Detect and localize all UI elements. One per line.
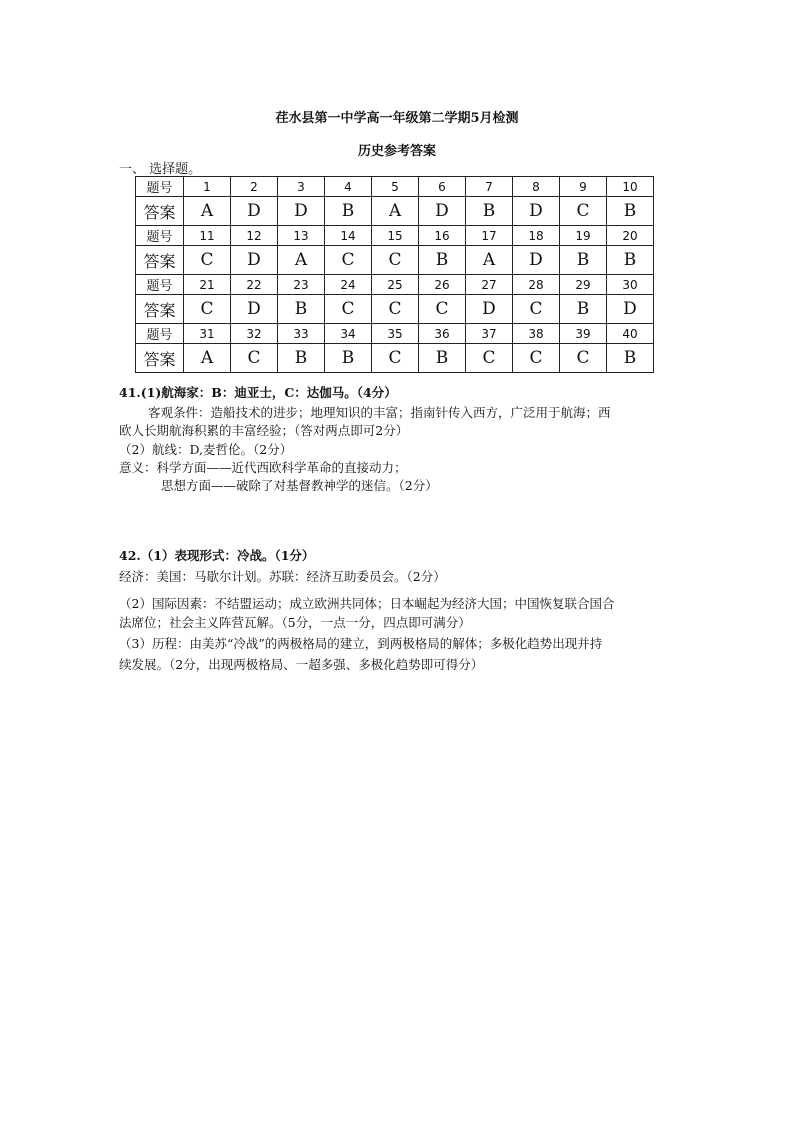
question-number-cell: 7 [466, 177, 513, 197]
answer-cell: A [184, 197, 231, 226]
q41-part1: 41.(1)航海家：B：迪亚士，C：达伽马。（4分） [119, 385, 397, 400]
answer-header: 答案 [136, 246, 184, 275]
answer-header: 答案 [136, 344, 184, 373]
answer-cell: C [372, 246, 419, 275]
answer-row [136, 246, 654, 275]
question-number-cell: 34 [325, 324, 372, 344]
question-number-cell: 13 [278, 226, 325, 246]
question-number-cell: 1 [184, 177, 231, 197]
answer-cell: B [607, 344, 654, 373]
question-number-cell: 20 [607, 226, 654, 246]
answer-cell: C [325, 246, 372, 275]
answer-cell: C [419, 295, 466, 324]
document-title: 历史参考答案 [357, 144, 436, 159]
question-number-cell: 33 [278, 324, 325, 344]
question-number-cell: 22 [231, 275, 278, 295]
answer-cell: A [184, 344, 231, 373]
q41-part2: （2）航线：D,麦哲伦。（2分） [119, 442, 293, 457]
q41-significance-thought: 思想方面——破除了对基督教神学的迷信。（2分） [161, 478, 438, 493]
answer-cell: B [419, 344, 466, 373]
answer-cell: D [278, 197, 325, 226]
question-number-cell: 8 [513, 177, 560, 197]
question-number-cell: 25 [372, 275, 419, 295]
question-number-cell: 6 [419, 177, 466, 197]
q42-part3-cont: 续发展。（2分，出现两极格局、一超多强、多极化趋势即可得分） [119, 657, 484, 672]
question-number-cell: 37 [466, 324, 513, 344]
question-number-cell: 12 [231, 226, 278, 246]
question-number-header: 题号 [136, 275, 184, 295]
question-number-cell: 40 [607, 324, 654, 344]
answer-cell: C [184, 295, 231, 324]
question-number-cell: 35 [372, 324, 419, 344]
answer-row [136, 197, 654, 226]
answer-cell: C [560, 197, 607, 226]
question-number-cell: 5 [372, 177, 419, 197]
question-number-cell: 29 [560, 275, 607, 295]
answer-cell: B [419, 246, 466, 275]
question-number-cell: 38 [513, 324, 560, 344]
answer-cell: C [513, 344, 560, 373]
question-number-row [136, 275, 654, 295]
question-number-cell: 39 [560, 324, 607, 344]
question-number-cell: 11 [184, 226, 231, 246]
answer-cell: C [513, 295, 560, 324]
answer-header: 答案 [136, 197, 184, 226]
answer-cell: B [607, 246, 654, 275]
answer-cell: B [560, 246, 607, 275]
answer-cell: D [419, 197, 466, 226]
answer-header: 答案 [136, 295, 184, 324]
answer-cell: B [325, 197, 372, 226]
q42-part2: （2）国际因素：不结盟运动；成立欧洲共同体；日本崛起为经济大国；中国恢复联合国合 [119, 596, 615, 611]
question-number-cell: 23 [278, 275, 325, 295]
question-number-header: 题号 [136, 177, 184, 197]
question-number-header: 题号 [136, 226, 184, 246]
question-number-header: 题号 [136, 324, 184, 344]
answer-cell: C [372, 295, 419, 324]
answer-cell: D [607, 295, 654, 324]
answer-cell: A [278, 246, 325, 275]
section-choice-label: 一、 选择题。 [119, 162, 202, 177]
question-number-cell: 31 [184, 324, 231, 344]
answer-cell: D [513, 197, 560, 226]
answer-cell: B [325, 344, 372, 373]
question-number-cell: 32 [231, 324, 278, 344]
question-number-cell: 9 [560, 177, 607, 197]
question-number-cell: 27 [466, 275, 513, 295]
question-number-cell: 17 [466, 226, 513, 246]
question-number-row [136, 226, 654, 246]
question-number-cell: 19 [560, 226, 607, 246]
answer-cell: B [607, 197, 654, 226]
q41-conditions: 客观条件：造船技术的进步；地理知识的丰富；指南针传入西方，广泛用于航海；西 [148, 405, 611, 420]
q41-significance: 意义：科学方面——近代西欧科学革命的直接动力； [119, 460, 407, 475]
q42-economy: 经济：美国：马歇尔计划。苏联：经济互助委员会。（2分） [119, 569, 446, 584]
answer-cell: D [231, 295, 278, 324]
q41-conditions-cont: 欧人长期航海积累的丰富经验；（答对两点即可2分） [119, 423, 409, 438]
question-number-cell: 28 [513, 275, 560, 295]
question-number-cell: 26 [419, 275, 466, 295]
answer-cell: C [184, 246, 231, 275]
answer-cell: B [278, 295, 325, 324]
q42-part1: 42.（1）表现形式：冷战。（1分） [119, 548, 315, 563]
answer-row [136, 344, 654, 373]
school-title: 荏水县第一中学高一年级第二学期5月检测 [275, 111, 519, 126]
answer-cell: A [372, 197, 419, 226]
question-number-cell: 18 [513, 226, 560, 246]
answer-cell: D [231, 197, 278, 226]
question-number-cell: 2 [231, 177, 278, 197]
question-number-row [136, 324, 654, 344]
answer-cell: B [278, 344, 325, 373]
question-number-cell: 24 [325, 275, 372, 295]
answer-table [135, 176, 654, 373]
answer-cell: D [231, 246, 278, 275]
question-number-cell: 15 [372, 226, 419, 246]
answer-cell: D [466, 295, 513, 324]
answer-cell: B [560, 295, 607, 324]
question-number-cell: 16 [419, 226, 466, 246]
question-number-cell: 36 [419, 324, 466, 344]
question-number-row [136, 177, 654, 197]
answer-row [136, 295, 654, 324]
answer-cell: C [325, 295, 372, 324]
answer-cell: C [466, 344, 513, 373]
answer-cell: B [466, 197, 513, 226]
answer-cell: C [560, 344, 607, 373]
q42-part3: （3）历程：由美苏“冷战”的两极格局的建立，到两极格局的解体；多极化趋势出现并持 [119, 636, 603, 651]
question-number-cell: 14 [325, 226, 372, 246]
answer-cell: C [231, 344, 278, 373]
question-number-cell: 10 [607, 177, 654, 197]
q42-part2-cont: 法席位；社会主义阵营瓦解。（5分，一点一分，四点即可满分） [119, 615, 471, 630]
answer-cell: A [466, 246, 513, 275]
question-number-cell: 21 [184, 275, 231, 295]
question-number-cell: 30 [607, 275, 654, 295]
question-number-cell: 4 [325, 177, 372, 197]
answer-cell: C [372, 344, 419, 373]
answer-cell: D [513, 246, 560, 275]
question-number-cell: 3 [278, 177, 325, 197]
